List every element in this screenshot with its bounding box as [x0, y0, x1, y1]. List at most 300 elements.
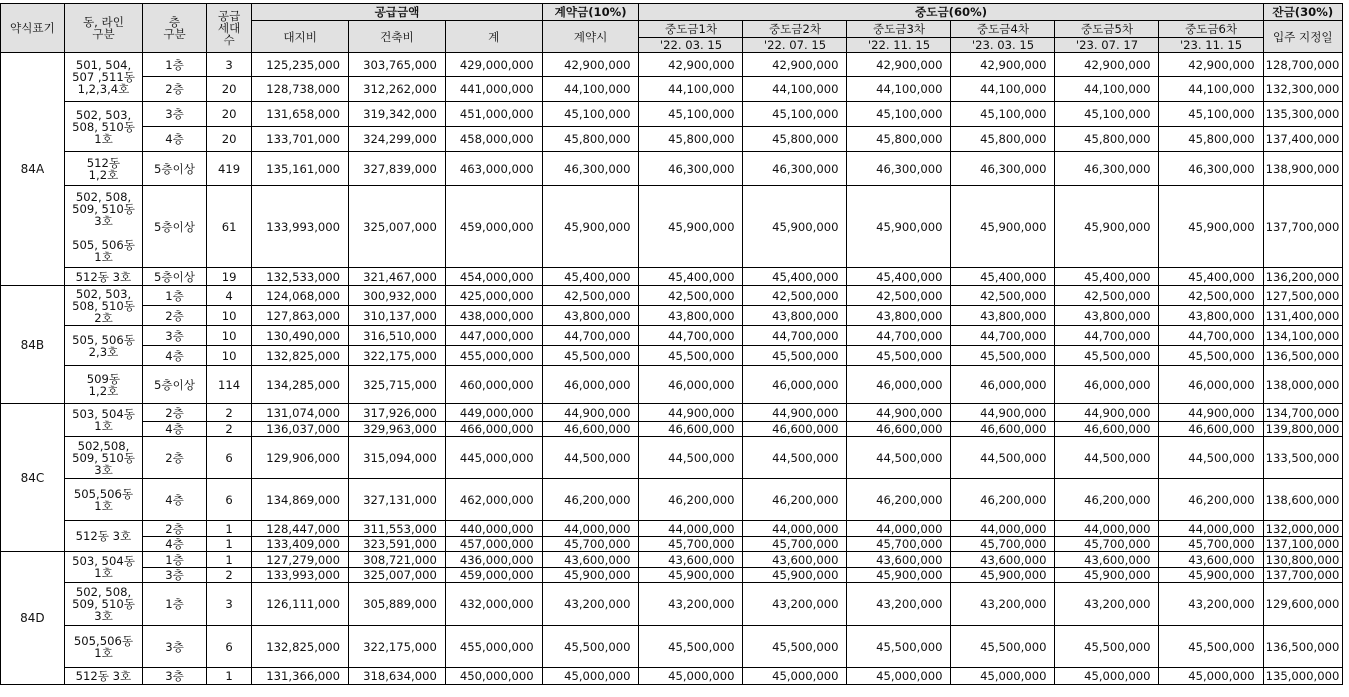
middle-payment-1-cell: 44,900,000 [639, 404, 743, 422]
middle-payment-1-cell: 45,500,000 [639, 626, 743, 668]
building-cost-cell: 319,342,000 [349, 102, 446, 127]
land-cost-cell: 133,993,000 [252, 568, 349, 583]
building-cost-cell: 311,553,000 [349, 521, 446, 537]
balance-cell: 137,400,000 [1263, 127, 1342, 152]
dong-line-cell [64, 102, 142, 152]
header-model: 약식표기 [1, 4, 65, 53]
table-row [1, 102, 1343, 127]
land-cost-cell: 135,161,000 [252, 152, 349, 186]
building-cost-cell: 300,932,000 [349, 286, 446, 306]
dong-line-text: 502, 508, [75, 585, 132, 599]
dong-line-text: 1호 [94, 419, 113, 433]
total-price-cell: 429,000,000 [445, 53, 542, 77]
header-middle-4: 중도금4차 [951, 21, 1055, 38]
middle-payment-5-cell: 42,900,000 [1055, 53, 1159, 77]
middle-payment-4-cell: 44,500,000 [951, 437, 1055, 479]
dong-line-text: 3호 [94, 462, 113, 477]
floor-cell: 4층 [143, 127, 207, 152]
building-cost-cell: 322,175,000 [349, 346, 446, 366]
middle-payment-3-cell: 46,600,000 [847, 422, 951, 437]
deposit-cell: 44,700,000 [542, 326, 639, 346]
middle-payment-4-cell: 43,600,000 [951, 552, 1055, 568]
balance-cell: 135,300,000 [1263, 102, 1342, 127]
header-floor: 층 구분 [143, 4, 207, 53]
middle-payment-2-cell: 44,100,000 [743, 77, 847, 102]
middle-payment-3-cell: 43,800,000 [847, 306, 951, 326]
middle-payment-3-cell: 45,700,000 [847, 537, 951, 552]
middle-payment-5-cell: 45,500,000 [1055, 626, 1159, 668]
middle-payment-6-cell: 45,900,000 [1159, 568, 1263, 583]
building-cost-cell: 310,137,000 [349, 306, 446, 326]
middle-payment-1-cell: 44,000,000 [639, 521, 743, 537]
land-cost-cell: 131,366,000 [252, 668, 349, 685]
header-balance: 잔금(30%) [1263, 4, 1342, 21]
middle-payment-6-cell: 45,000,000 [1159, 668, 1263, 685]
middle-payment-2-cell: 43,200,000 [743, 583, 847, 626]
dong-line-text: 512동 [86, 155, 121, 170]
middle-payment-4-cell: 45,700,000 [951, 537, 1055, 552]
building-cost-cell: 317,926,000 [349, 404, 446, 422]
units-cell: 114 [206, 366, 251, 404]
middle-payment-3-cell: 44,900,000 [847, 404, 951, 422]
building-cost-cell: 315,094,000 [349, 437, 446, 479]
middle-payment-2-cell: 44,500,000 [743, 437, 847, 479]
middle-payment-5-cell: 43,200,000 [1055, 583, 1159, 626]
dong-line-text [67, 227, 140, 239]
middle-payment-3-cell: 42,500,000 [847, 286, 951, 306]
middle-payment-2-cell: 42,500,000 [743, 286, 847, 306]
table-row [1, 552, 1343, 568]
middle-payment-6-cell: 46,600,000 [1159, 422, 1263, 437]
table-body [1, 53, 1343, 685]
middle-payment-2-cell: 45,700,000 [743, 537, 847, 552]
dong-line-text: 1,2호 [88, 383, 119, 398]
total-price-cell: 466,000,000 [445, 422, 542, 437]
dong-line-text: 501, 504, [75, 58, 132, 72]
dong-line-text: 509동 [86, 371, 121, 386]
deposit-cell: 43,800,000 [542, 306, 639, 326]
middle-payment-4-cell: 42,500,000 [951, 286, 1055, 306]
middle-payment-1-cell: 46,200,000 [639, 479, 743, 521]
units-cell: 1 [206, 521, 251, 537]
middle-payment-6-cell: 42,500,000 [1159, 286, 1263, 306]
middle-payment-3-cell: 44,700,000 [847, 326, 951, 346]
deposit-cell: 46,600,000 [542, 422, 639, 437]
total-price-cell: 425,000,000 [445, 286, 542, 306]
middle-payment-6-cell: 44,100,000 [1159, 77, 1263, 102]
floor-cell: 5층이상 [143, 152, 207, 186]
balance-cell: 136,500,000 [1263, 346, 1342, 366]
table-row [1, 668, 1343, 685]
building-cost-cell: 303,765,000 [349, 53, 446, 77]
deposit-cell: 44,900,000 [542, 404, 639, 422]
middle-payment-2-cell: 45,500,000 [743, 626, 847, 668]
deposit-cell: 42,500,000 [542, 286, 639, 306]
header-middle: 중도금(60%) [639, 4, 1263, 21]
middle-payment-4-cell: 45,000,000 [951, 668, 1055, 685]
middle-payment-4-cell: 44,700,000 [951, 326, 1055, 346]
deposit-cell: 43,200,000 [542, 583, 639, 626]
middle-payment-6-cell: 43,200,000 [1159, 583, 1263, 626]
land-cost-cell: 131,658,000 [252, 102, 349, 127]
floor-cell: 3층 [143, 326, 207, 346]
total-price-cell: 454,000,000 [445, 268, 542, 286]
middle-payment-6-cell: 46,000,000 [1159, 366, 1263, 404]
units-cell: 1 [206, 668, 251, 685]
middle-payment-1-cell: 45,700,000 [639, 537, 743, 552]
dong-line-text: 502,508, [77, 438, 130, 453]
dong-line-cell [64, 552, 142, 583]
table-row [1, 286, 1343, 306]
deposit-cell: 45,700,000 [542, 537, 639, 552]
building-cost-cell: 312,262,000 [349, 77, 446, 102]
land-cost-cell: 129,906,000 [252, 437, 349, 479]
middle-payment-2-cell: 46,300,000 [743, 152, 847, 186]
building-cost-cell: 318,634,000 [349, 668, 446, 685]
middle-payment-2-cell: 42,900,000 [743, 53, 847, 77]
middle-payment-1-cell: 45,900,000 [639, 186, 743, 268]
floor-cell: 1층 [143, 286, 207, 306]
total-price-cell: 447,000,000 [445, 326, 542, 346]
middle-payment-5-cell: 43,600,000 [1055, 552, 1159, 568]
middle-payment-1-cell: 44,500,000 [639, 437, 743, 479]
table-row [1, 626, 1343, 668]
balance-cell: 136,200,000 [1263, 268, 1342, 286]
middle-payment-5-cell: 42,500,000 [1055, 286, 1159, 306]
deposit-cell: 45,900,000 [542, 186, 639, 268]
units-cell: 6 [206, 479, 251, 521]
floor-cell: 5층이상 [143, 186, 207, 268]
middle-payment-4-cell: 44,100,000 [951, 77, 1055, 102]
middle-payment-4-cell: 44,000,000 [951, 521, 1055, 537]
total-price-cell: 445,000,000 [445, 437, 542, 479]
middle-payment-6-cell: 45,100,000 [1159, 102, 1263, 127]
land-cost-cell: 125,235,000 [252, 53, 349, 77]
middle-payment-6-cell: 43,600,000 [1159, 552, 1263, 568]
table-row [1, 127, 1343, 152]
middle-payment-2-cell: 46,600,000 [743, 422, 847, 437]
land-cost-cell: 132,533,000 [252, 268, 349, 286]
middle-payment-4-cell: 45,500,000 [951, 346, 1055, 366]
middle-payment-6-cell: 45,400,000 [1159, 268, 1263, 286]
floor-cell: 2층 [143, 437, 207, 479]
middle-payment-5-cell: 45,900,000 [1055, 186, 1159, 268]
building-cost-cell: 325,007,000 [349, 186, 446, 268]
dong-line-text: 509, 510동 [72, 450, 135, 465]
floor-cell: 3층 [143, 568, 207, 583]
header-land: 대지비 [252, 21, 349, 53]
middle-payment-4-cell: 45,400,000 [951, 268, 1055, 286]
land-cost-cell: 133,701,000 [252, 127, 349, 152]
middle-payment-1-cell: 43,800,000 [639, 306, 743, 326]
supply-price-table [0, 3, 1343, 685]
floor-cell: 1층 [143, 583, 207, 626]
dong-line-text: 3호 [94, 609, 113, 623]
dong-line-text: 1호 [94, 249, 113, 264]
total-price-cell: 440,000,000 [445, 521, 542, 537]
middle-payment-1-cell: 42,900,000 [639, 53, 743, 77]
units-cell: 10 [206, 306, 251, 326]
middle-payment-4-cell: 45,800,000 [951, 127, 1055, 152]
middle-payment-3-cell: 46,000,000 [847, 366, 951, 404]
dong-line-cell [64, 626, 142, 668]
balance-cell: 128,700,000 [1263, 53, 1342, 77]
header-units: 공급 세대 수 [206, 4, 251, 53]
floor-cell: 1층 [143, 552, 207, 568]
model-type-cell: 84D [1, 552, 65, 685]
building-cost-cell: 308,721,000 [349, 552, 446, 568]
total-price-cell: 457,000,000 [445, 537, 542, 552]
units-cell: 10 [206, 346, 251, 366]
balance-cell: 136,500,000 [1263, 626, 1342, 668]
dong-line-text: 2호 [94, 310, 113, 325]
middle-payment-2-cell: 45,900,000 [743, 568, 847, 583]
dong-line-cell [64, 479, 142, 521]
units-cell: 20 [206, 77, 251, 102]
units-cell: 2 [206, 404, 251, 422]
dong-line-text: 2,3호 [88, 344, 119, 359]
middle-payment-1-cell: 46,000,000 [639, 366, 743, 404]
dong-line-cell [64, 404, 142, 437]
table-row [1, 583, 1343, 626]
middle-payment-6-cell: 45,500,000 [1159, 346, 1263, 366]
header-middle-3: 중도금3차 [847, 21, 951, 38]
header-balance-when: 입주 지정일 [1263, 21, 1342, 53]
middle-payment-5-cell: 45,100,000 [1055, 102, 1159, 127]
dong-line-text: 1호 [94, 498, 113, 513]
middle-payment-6-cell: 45,800,000 [1159, 127, 1263, 152]
total-price-cell: 451,000,000 [445, 102, 542, 127]
floor-cell: 2층 [143, 404, 207, 422]
deposit-cell: 46,200,000 [542, 479, 639, 521]
middle-payment-1-cell: 45,400,000 [639, 268, 743, 286]
dong-line-text: 503, 504동 [72, 407, 135, 421]
middle-payment-5-cell: 45,800,000 [1055, 127, 1159, 152]
balance-cell: 130,800,000 [1263, 552, 1342, 568]
balance-cell: 137,100,000 [1263, 537, 1342, 552]
building-cost-cell: 316,510,000 [349, 326, 446, 346]
dong-line-cell [64, 268, 142, 286]
units-cell: 10 [206, 326, 251, 346]
middle-payment-1-cell: 45,000,000 [639, 668, 743, 685]
middle-payment-4-cell: 42,900,000 [951, 53, 1055, 77]
model-type-cell: 84C [1, 404, 65, 552]
middle-payment-2-cell: 45,800,000 [743, 127, 847, 152]
balance-cell: 138,000,000 [1263, 366, 1342, 404]
total-price-cell: 463,000,000 [445, 152, 542, 186]
deposit-cell: 46,000,000 [542, 366, 639, 404]
middle-payment-5-cell: 44,700,000 [1055, 326, 1159, 346]
total-price-cell: 458,000,000 [445, 127, 542, 152]
middle-payment-5-cell: 44,500,000 [1055, 437, 1159, 479]
table-row [1, 326, 1343, 346]
deposit-cell: 45,800,000 [542, 127, 639, 152]
total-price-cell: 436,000,000 [445, 552, 542, 568]
middle-payment-3-cell: 43,200,000 [847, 583, 951, 626]
middle-payment-1-cell: 45,100,000 [639, 102, 743, 127]
middle-payment-3-cell: 46,300,000 [847, 152, 951, 186]
dong-line-text: 1호 [94, 131, 113, 146]
units-cell: 1 [206, 552, 251, 568]
units-cell: 3 [206, 583, 251, 626]
balance-cell: 137,700,000 [1263, 568, 1342, 583]
middle-payment-3-cell: 45,900,000 [847, 568, 951, 583]
balance-cell: 138,900,000 [1263, 152, 1342, 186]
dong-line-text: 505,506동 [73, 486, 134, 501]
building-cost-cell: 323,591,000 [349, 537, 446, 552]
middle-payment-1-cell: 45,900,000 [639, 568, 743, 583]
dong-line-cell [64, 366, 142, 404]
total-price-cell: 450,000,000 [445, 668, 542, 685]
floor-cell: 5층이상 [143, 268, 207, 286]
units-cell: 20 [206, 102, 251, 127]
units-cell: 61 [206, 186, 251, 268]
units-cell: 2 [206, 422, 251, 437]
building-cost-cell: 322,175,000 [349, 626, 446, 668]
middle-payment-2-cell: 45,500,000 [743, 346, 847, 366]
middle-payment-5-cell: 46,300,000 [1055, 152, 1159, 186]
table-row [1, 152, 1343, 186]
middle-payment-6-cell: 45,900,000 [1159, 186, 1263, 268]
units-cell: 2 [206, 568, 251, 583]
land-cost-cell: 132,825,000 [252, 346, 349, 366]
dong-line-text: 1호 [94, 645, 113, 660]
middle-payment-2-cell: 46,000,000 [743, 366, 847, 404]
middle-payment-5-cell: 45,000,000 [1055, 668, 1159, 685]
header-middle-6: 중도금6차 [1159, 21, 1263, 38]
deposit-cell: 45,500,000 [542, 626, 639, 668]
balance-cell: 138,600,000 [1263, 479, 1342, 521]
middle-payment-6-cell: 44,900,000 [1159, 404, 1263, 422]
dong-line-text: 1호 [94, 566, 113, 580]
balance-cell: 133,500,000 [1263, 437, 1342, 479]
deposit-cell: 44,000,000 [542, 521, 639, 537]
price-table-container [0, 3, 1349, 685]
middle-payment-2-cell: 44,700,000 [743, 326, 847, 346]
total-price-cell: 449,000,000 [445, 404, 542, 422]
dong-line-cell [64, 186, 142, 268]
building-cost-cell: 327,839,000 [349, 152, 446, 186]
middle-payment-3-cell: 43,600,000 [847, 552, 951, 568]
middle-payment-5-cell: 46,200,000 [1055, 479, 1159, 521]
dong-line-cell [64, 53, 142, 102]
deposit-cell: 45,000,000 [542, 668, 639, 685]
middle-payment-3-cell: 44,100,000 [847, 77, 951, 102]
dong-line-text: 512동 3호 [75, 269, 132, 284]
table-row [1, 537, 1343, 552]
dong-line-cell [64, 152, 142, 186]
model-type-cell: 84B [1, 286, 65, 404]
middle-payment-3-cell: 45,500,000 [847, 626, 951, 668]
table-row [1, 366, 1343, 404]
total-price-cell: 459,000,000 [445, 186, 542, 268]
units-cell: 3 [206, 53, 251, 77]
balance-cell: 132,300,000 [1263, 77, 1342, 102]
middle-payment-6-cell: 46,200,000 [1159, 479, 1263, 521]
deposit-cell: 42,900,000 [542, 53, 639, 77]
middle-payment-4-cell: 46,000,000 [951, 366, 1055, 404]
header-middle-1: 중도금1차 [639, 21, 743, 38]
floor-cell: 2층 [143, 521, 207, 537]
total-price-cell: 460,000,000 [445, 366, 542, 404]
middle-payment-4-cell: 43,800,000 [951, 306, 1055, 326]
header-supply-amount: 공급금액 [252, 4, 542, 21]
middle-payment-4-cell: 46,200,000 [951, 479, 1055, 521]
deposit-cell: 44,500,000 [542, 437, 639, 479]
total-price-cell: 455,000,000 [445, 626, 542, 668]
middle-payment-1-cell: 44,700,000 [639, 326, 743, 346]
middle-payment-3-cell: 45,500,000 [847, 346, 951, 366]
dong-line-text: 502, 508, [75, 189, 132, 204]
total-price-cell: 462,000,000 [445, 479, 542, 521]
land-cost-cell: 133,409,000 [252, 537, 349, 552]
middle-payment-4-cell: 46,300,000 [951, 152, 1055, 186]
middle-payment-2-cell: 45,400,000 [743, 268, 847, 286]
header-middle-3-date: '22. 11. 15 [847, 38, 951, 53]
table-row [1, 404, 1343, 422]
header-middle-2: 중도금2차 [743, 21, 847, 38]
middle-payment-1-cell: 46,300,000 [639, 152, 743, 186]
middle-payment-4-cell: 45,100,000 [951, 102, 1055, 127]
middle-payment-5-cell: 46,600,000 [1055, 422, 1159, 437]
balance-cell: 139,800,000 [1263, 422, 1342, 437]
balance-cell: 134,700,000 [1263, 404, 1342, 422]
middle-payment-3-cell: 45,800,000 [847, 127, 951, 152]
middle-payment-5-cell: 44,000,000 [1055, 521, 1159, 537]
floor-cell: 4층 [143, 479, 207, 521]
middle-payment-2-cell: 43,600,000 [743, 552, 847, 568]
land-cost-cell: 136,037,000 [252, 422, 349, 437]
middle-payment-5-cell: 46,000,000 [1055, 366, 1159, 404]
balance-cell: 137,700,000 [1263, 186, 1342, 268]
dong-line-cell [64, 437, 142, 479]
total-price-cell: 432,000,000 [445, 583, 542, 626]
middle-payment-6-cell: 44,500,000 [1159, 437, 1263, 479]
units-cell: 6 [206, 437, 251, 479]
header-deposit: 계약금(10%) [542, 4, 639, 21]
dong-line-text: 505, 506동 [72, 332, 135, 347]
header-middle-5-date: '23. 07. 17 [1055, 38, 1159, 53]
table-row [1, 422, 1343, 437]
land-cost-cell: 132,825,000 [252, 626, 349, 668]
units-cell: 4 [206, 286, 251, 306]
deposit-cell: 46,300,000 [542, 152, 639, 186]
building-cost-cell: 321,467,000 [349, 268, 446, 286]
floor-cell: 2층 [143, 77, 207, 102]
middle-payment-2-cell: 44,000,000 [743, 521, 847, 537]
deposit-cell: 45,400,000 [542, 268, 639, 286]
dong-line-text: 3호 [94, 213, 113, 228]
header-middle-4-date: '23. 03. 15 [951, 38, 1055, 53]
model-type-cell: 84A [1, 53, 65, 286]
building-cost-cell: 325,715,000 [349, 366, 446, 404]
middle-payment-1-cell: 42,500,000 [639, 286, 743, 306]
dong-line-cell [64, 286, 142, 326]
dong-line-text: 509, 510동 [72, 201, 135, 216]
middle-payment-2-cell: 44,900,000 [743, 404, 847, 422]
middle-payment-2-cell: 45,900,000 [743, 186, 847, 268]
floor-cell: 5층이상 [143, 366, 207, 404]
dong-line-text: 505, 506동 [72, 237, 135, 252]
dong-line-text: 1,2,3,4호 [77, 82, 130, 96]
building-cost-cell: 327,131,000 [349, 479, 446, 521]
deposit-cell: 45,500,000 [542, 346, 639, 366]
building-cost-cell: 325,007,000 [349, 568, 446, 583]
floor-cell: 4층 [143, 422, 207, 437]
table-row [1, 186, 1343, 268]
dong-line-text: 505,506동 [73, 633, 134, 648]
header-middle-6-date: '23. 11. 15 [1159, 38, 1263, 53]
